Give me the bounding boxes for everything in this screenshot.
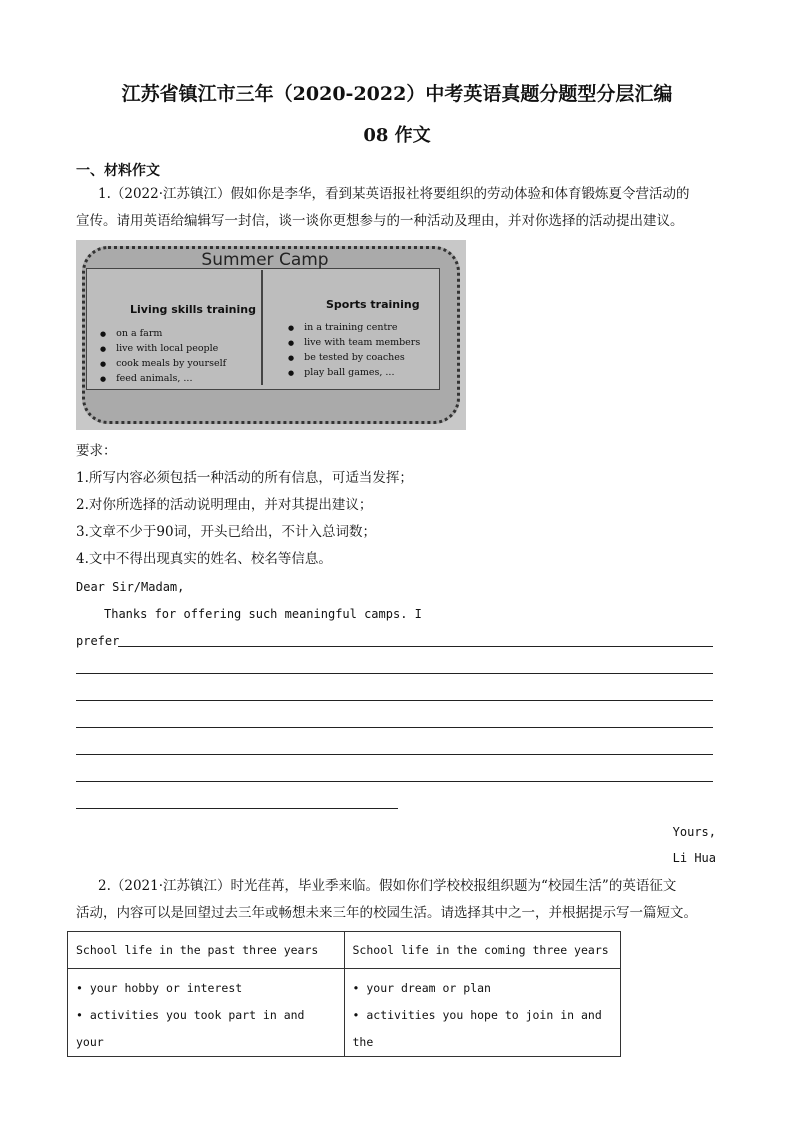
table-item: • activities you hope to join in and the: [352, 1008, 602, 1049]
q2-intro: [76, 873, 716, 927]
table-item: • your hobby or interest: [76, 981, 243, 995]
q2-prompt-table: [67, 931, 621, 1057]
poster-left-item: ● live with local people: [100, 341, 226, 356]
q2-intro-line1: 2.（2021·江苏镇江）时光荏苒，毕业季来临。假如你们学校校报组织题为“校园生活”的英语征文: [98, 878, 677, 894]
requirements: [76, 438, 716, 573]
poster-left-title: Living skills training: [130, 303, 256, 316]
answer-line[interactable]: [76, 727, 713, 728]
table-cell-right: [344, 969, 621, 1057]
requirement-item: 1.所写内容必须包括一种活动的所有信息，可适当发挥；: [76, 470, 413, 486]
answer-line[interactable]: [76, 781, 713, 782]
table-item: • activities you took part in and your: [76, 1008, 305, 1049]
table-header: School life in the past three years: [68, 932, 345, 969]
table-item: • your dream or plan: [352, 981, 491, 995]
answer-line[interactable]: [76, 754, 713, 755]
poster-right-item: ● play ball games, ...: [288, 365, 420, 380]
q2-intro-line2: 活动，内容可以是回望过去三年或畅想未来三年的校园生活。请选择其中之一，并根据提示写一篇短文。: [76, 905, 697, 921]
poster-right-item: ● live with team members: [288, 335, 420, 350]
poster-left-item: ● on a farm: [100, 326, 226, 341]
letter-opening: Thanks for offering such meaningful camps. I: [104, 607, 422, 621]
letter-closing: Yours,: [672, 825, 716, 839]
poster-right-list: [288, 320, 420, 380]
q1-intro-line2: 宣传。请用英语给编辑写一封信，谈一谈你更想参与的一种活动及理由，并对你选择的活动提出建议。: [76, 213, 684, 229]
page-subtitle: 08 作文: [363, 125, 431, 146]
page-title: 江苏省镇江市三年（2020-2022）中考英语真题分题型分层汇编: [121, 83, 673, 105]
poster-title: Summer Camp: [201, 250, 329, 270]
answer-line[interactable]: [76, 673, 713, 674]
poster-right-title: Sports training: [326, 298, 420, 311]
requirement-item: 2.对你所选择的活动说明理由，并对其提出建议；: [76, 497, 373, 513]
answer-line[interactable]: [76, 808, 398, 809]
letter-salutation: Dear Sir/Madam,: [76, 580, 185, 594]
poster-left-item: ● feed animals, ...: [100, 371, 226, 386]
poster-right-item: ● in a training centre: [288, 320, 420, 335]
poster-book-spine: [261, 270, 263, 385]
table-header: School life in the coming three years: [344, 932, 621, 969]
requirement-item: 3.文章不少于90词，开头已给出，不计入总词数；: [76, 524, 377, 540]
summer-camp-poster: [76, 240, 466, 430]
requirement-item: 4.文中不得出现真实的姓名、校名等信息。: [76, 551, 332, 567]
table-cell-left: [68, 969, 345, 1057]
answer-line[interactable]: [76, 700, 713, 701]
requirements-label: 要求：: [76, 443, 117, 459]
q1-intro-line1: 1.（2022·江苏镇江）假如你是李华，看到某英语报社将要组织的劳动体验和体育锻炼夏令营活动的: [98, 186, 690, 202]
poster-right-item: ● be tested by coaches: [288, 350, 420, 365]
section-heading: 一、材料作文: [76, 163, 160, 179]
q1-intro: [76, 181, 716, 235]
poster-left-list: [100, 326, 226, 386]
letter-signature: Li Hua: [672, 851, 716, 865]
answer-line[interactable]: [118, 646, 713, 647]
letter-prefer: prefer: [76, 634, 120, 648]
poster-left-item: ● cook meals by yourself: [100, 356, 226, 371]
